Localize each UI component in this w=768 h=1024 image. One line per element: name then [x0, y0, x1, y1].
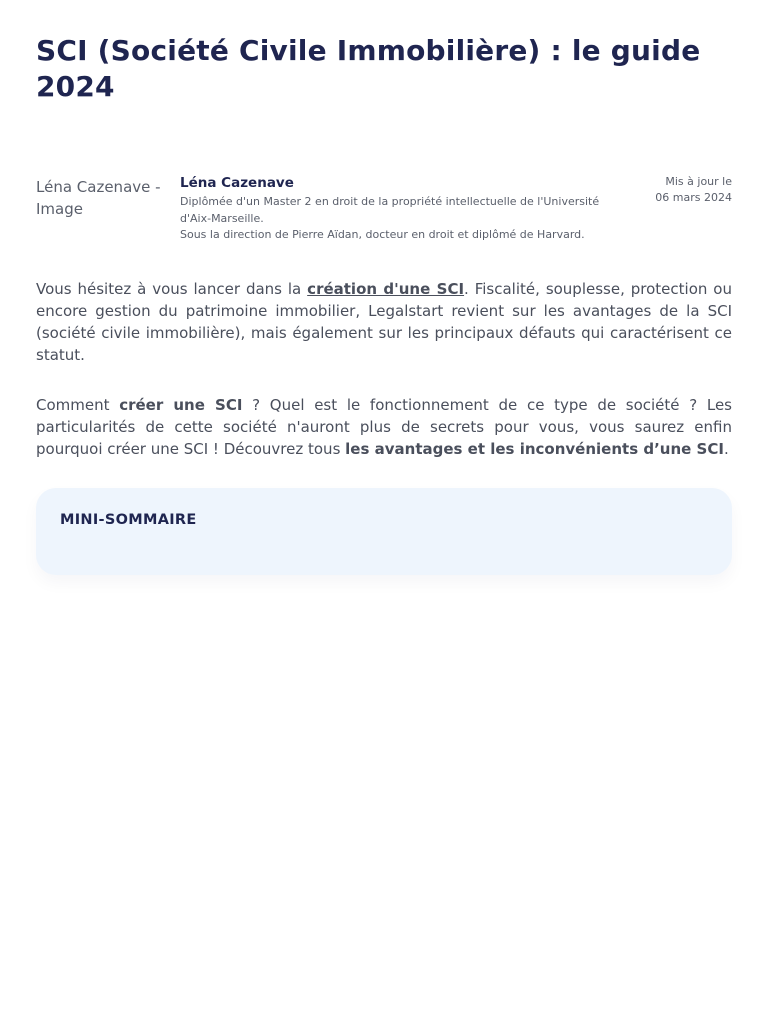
author-info	[180, 174, 622, 244]
author-bio-supervision: Sous la direction de Pierre Aïdan, docteur en droit et diplômé de Harvard.	[180, 228, 585, 241]
author-name: Léna Cazenave	[180, 175, 294, 191]
author-bio	[180, 194, 602, 244]
page-title: SCI (Société Civile Immobilière) : le guide 2024	[36, 34, 701, 103]
intro-text: .	[723, 439, 729, 458]
intro-bold-text: les avantages et les inconvénients d’une SCI	[345, 439, 724, 458]
mini-summary-title: MINI-SOMMAIRE	[60, 511, 197, 528]
intro-paragraph	[36, 278, 732, 366]
mini-summary-box	[36, 488, 732, 575]
update-info	[622, 174, 732, 206]
author-image: Léna Cazenave - Image	[36, 178, 161, 218]
author-bio-degree: Diplômée d'un Master 2 en droit de la propriété intellectuelle de l'Université d'Aix-Marseille.	[180, 195, 600, 225]
creation-sci-link[interactable]: création d'une SCI	[307, 279, 465, 298]
intro-bold-text: créer une SCI	[119, 395, 243, 414]
author-block	[36, 174, 732, 244]
update-label: Mis à jour le	[665, 175, 732, 188]
intro-text: Vous hésitez à vous lancer dans la	[36, 279, 308, 298]
intro-text: ? Quel est le fonctionnement de ce type de société ? Les particularités de cette société n'auront plus de secrets pour vous, vous saurez enfin pourquoi créer une SCI ! Découvrez tous	[36, 395, 732, 458]
intro-text: . Fiscalité, souplesse, protection ou encore gestion du patrimoine immobilier, Legalstart revient sur les avantages de la SCI (société civile immobilière), mais également sur les principaux défauts qui caractérisent ce statut.	[36, 279, 732, 364]
update-date: 06 mars 2024	[655, 191, 732, 204]
intro-paragraph	[36, 394, 732, 460]
intro-text: Comment	[36, 395, 120, 414]
article-intro	[36, 278, 732, 460]
